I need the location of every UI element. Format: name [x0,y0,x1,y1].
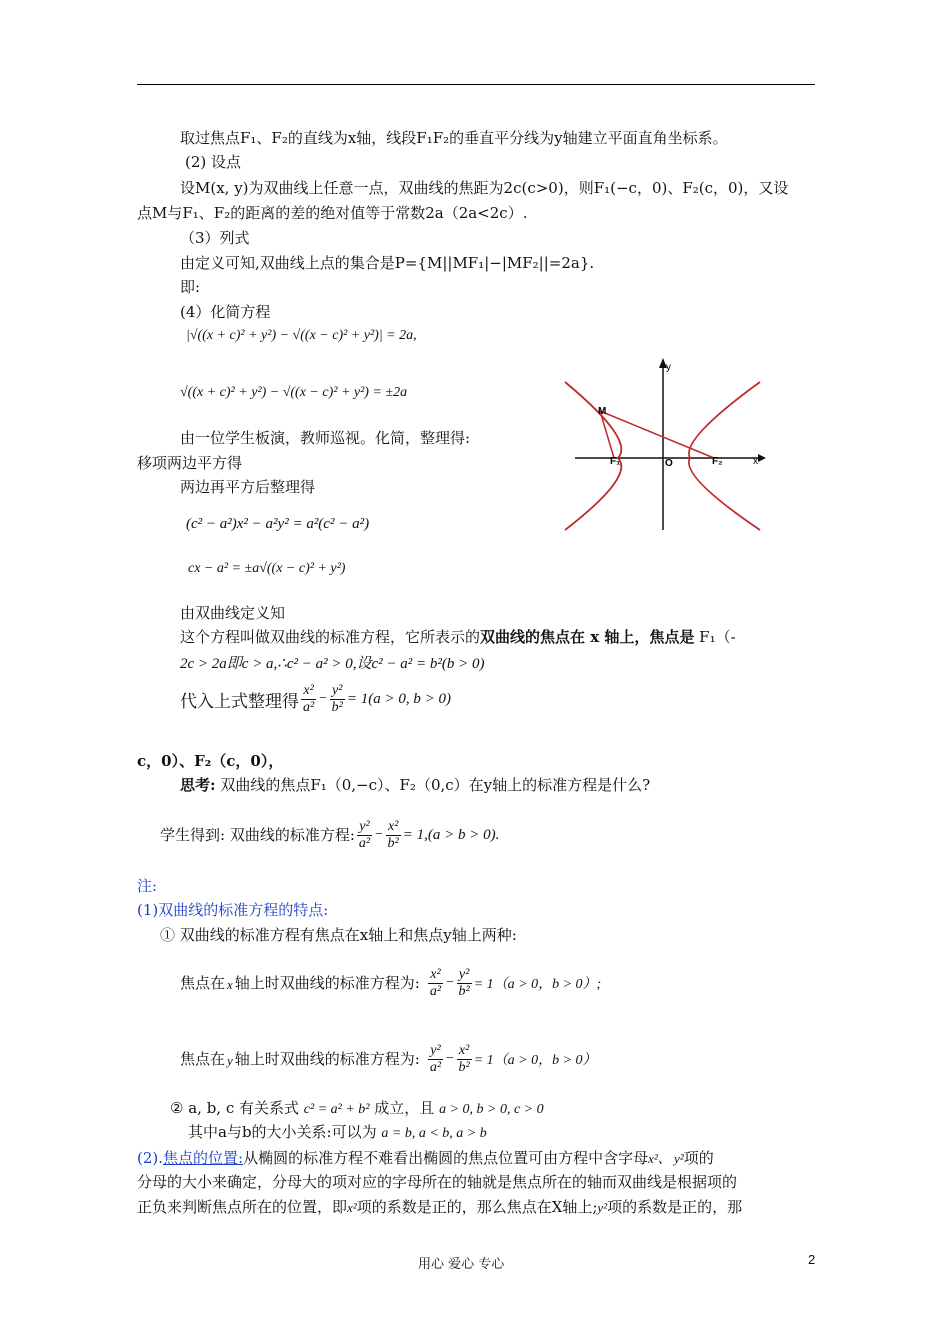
fraction-y2-b2: $\frac{\text{y²}}{\text{b²}}$ [331,682,343,715]
formula-cx: cx − a² = ±a√((x − c)² + y²) [188,561,346,576]
text-line-square-again: 两边再平方后整理得 [180,478,316,496]
text-line-axes: 取过焦点F₁、F₂的直线为x轴，线段F₁F₂的垂直平分线为y轴建立平面直角坐标系。 [180,129,728,147]
label-2: (2). [137,1149,164,1167]
text-relation-intro: ② a, b, c 有关系式 [170,1099,300,1117]
text-sign-1: 正负来判断焦点所在的位置，即 [137,1198,348,1216]
note-label: 注: [137,877,158,895]
label-origin: O [665,458,673,469]
fraction-y2-a2-note: $\frac{\text{y²}}{\text{a²}}$ [429,1042,442,1075]
step-heading-simplify: (4）化简方程 [180,303,271,321]
formula-y-axis-standard: 焦点在 y 轴上时双曲线的标准方程为: $\frac{\text{y²}}{\text{a²}}$ − $\frac{\text{x²}}{\text{b²}}$ = 1（a > 0，b > 0） [180,1042,597,1075]
text-line-distance: 点M与F₁、F₂的距离的差的绝对值等于常数2a（2a<2c）. [137,204,528,222]
fraction-y2-a2: $\frac{\text{y²}}{\text{a²}}$ [358,818,371,851]
text-line-student-board: 由一位学生板演，教师巡视。化简，整理得: [180,429,471,447]
axis-letter-x: x [227,977,233,992]
text-ab-intro: 其中a与b的大小关系:可以为 [188,1123,377,1141]
step-heading-set-point: (2) 设点 [185,153,242,171]
text-focus-position-1: 从椭圆的标准方程不难看出椭圆的焦点位置可由方程中含字母 [243,1149,649,1167]
step-heading-equation: （3）列式 [180,229,250,247]
formula-abs-difference: |√((x + c)² + y²) − √((x − c)² + y²)| = 2a, [186,328,417,343]
text-line-definition: 由双曲线定义知 [180,604,286,622]
hyperbola-figure [560,350,770,540]
hyperbola-right-branch [689,382,760,530]
text-substitute: 代入上式整理得 [180,691,299,711]
text-line-standard-equation [180,627,736,647]
formula-substitution: 代入上式整理得 $\frac{\text{x²}}{\text{a²}}$ − $\frac{\text{y²}}{\text{b²}}$ = 1(a > 0, b > 0) [180,682,451,715]
text-equals-one: = 1(a > 0, b > 0) [346,690,451,707]
label-f2: F₂ [712,456,723,467]
fraction-x2-a2: $\frac{\text{x²}}{\text{a²}}$ [303,682,315,715]
text-focus-on-x-bold: 双曲线的焦点在 x 轴上，焦点是 [480,628,695,646]
text-line-square: 移项两边平方得 [137,454,243,472]
page-number: 2 [808,1252,816,1267]
text-line-ab-relation [188,1122,487,1144]
text-line-denominator: 分母的大小来确定，分母大的项对应的字母所在的轴就是焦点所在的轴而双曲线是根据项的 [137,1173,738,1191]
label-think: 思考: [180,776,216,794]
text-axis-standard: 轴上时双曲线的标准方程为: [234,974,420,992]
text-answer-condition: = 1,(a > b > 0). [402,826,500,843]
note-heading-features: (1)双曲线的标准方程的特点: [137,901,329,919]
formula-x2-inline: x² [347,1200,357,1215]
fraction-x2-a2-note: $\frac{\text{x²}}{\text{a²}}$ [429,966,442,999]
text-think-question: 双曲线的焦点F₁（0,−c）、F₂（0,c）在y轴上的标准方程是什么? [215,776,651,794]
text-line-ie: 即: [180,278,201,296]
text-holds: 成立，且 [374,1099,435,1117]
formula-b-definition: 2c > 2a即c > a,∴c² − a² > 0,设c² − a² = b²(b > 0) [180,656,485,672]
text-line-think [180,775,650,795]
text-sign-3: 项的系数是正的，那 [607,1198,743,1216]
footer-motto: 用心 爱心 专心 [418,1257,505,1272]
label-focus-position: 焦点的位置: [163,1149,244,1167]
formula-student-answer: 学生得到: 双曲线的标准方程: $\frac{\text{y²}}{\text{a²}}$ − $\frac{\text{x²}}{\text{b²}}$ = 1,(a > b > 0). [160,818,500,851]
label-x: x [753,456,758,467]
text-term: 项的 [683,1149,714,1167]
text-focus-on-y: 焦点在 [180,1050,226,1068]
text-line-set-m: 设M(x, y)为双曲线上任意一点，双曲线的焦距为2c(c>0)，则F₁(−c，0)、F₂(c，0)，又设 [180,179,789,197]
fraction-y2-b2-note: $\frac{\text{y²}}{\text{b²}}$ [458,966,470,999]
label-f1: F₁ [610,456,621,467]
header-rule [137,84,815,85]
formula-x2-y2: x²、 y² [648,1151,684,1166]
label-m: M [598,406,607,417]
text-line-relation [170,1098,544,1120]
text-sign-2: 项的系数是正的，那么焦点在X轴上; [356,1198,598,1216]
text-line-set-p: 由定义可知,双曲线上点的集合是P={M||MF₁|−|MF₂||=2a}. [180,254,595,272]
formula-x-axis-standard: 焦点在 x 轴上时双曲线的标准方程为: $\frac{\text{x²}}{\text{a²}}$ − $\frac{\text{y²}}{\text{b²}}$ = 1（a > 0，b > 0）; [180,966,602,999]
text-student-got: 学生得到: 双曲线的标准方程: [160,826,355,844]
text-axis-standard-y: 轴上时双曲线的标准方程为: [234,1050,420,1068]
text-standard-intro: 这个方程叫做双曲线的标准方程，它所表示的 [180,628,481,646]
formula-positive: a > 0, b > 0, c > 0 [439,1102,544,1117]
text-f1-start: F₁（- [694,628,736,646]
text-x-axis-condition: = 1（a > 0，b > 0）; [473,977,602,992]
label-y: y [666,362,671,373]
fraction-x2-b2-note: $\frac{\text{x²}}{\text{b²}}$ [458,1042,470,1075]
text-line-sign [137,1197,742,1218]
formula-plus-minus: √((x + c)² + y²) − √((x − c)² + y²) = ±2a [180,385,408,400]
text-line-focus-position [137,1148,714,1169]
x-axis-arrow [758,454,766,462]
axis-letter-y: y [227,1053,233,1068]
text-line-f-coords: c，0）、F₂（c，0）， [137,752,284,770]
formula-expanded: (c² − a²)x² − a²y² = a²(c² − a²) [186,516,370,532]
text-focus-on: 焦点在 [180,974,226,992]
formula-c2: c² = a² + b² [303,1102,370,1117]
formula-y2-inline: y² [597,1200,608,1215]
formula-ab-cases: a = b, a < b, a > b [381,1126,487,1141]
text-y-axis-condition: = 1（a > 0，b > 0） [473,1053,597,1068]
text-line-two-kinds: ① 双曲线的标准方程有焦点在x轴上和焦点y轴上两种: [160,926,517,944]
line-m-f1 [600,411,614,458]
fraction-x2-b2: $\frac{\text{x²}}{\text{b²}}$ [387,818,399,851]
